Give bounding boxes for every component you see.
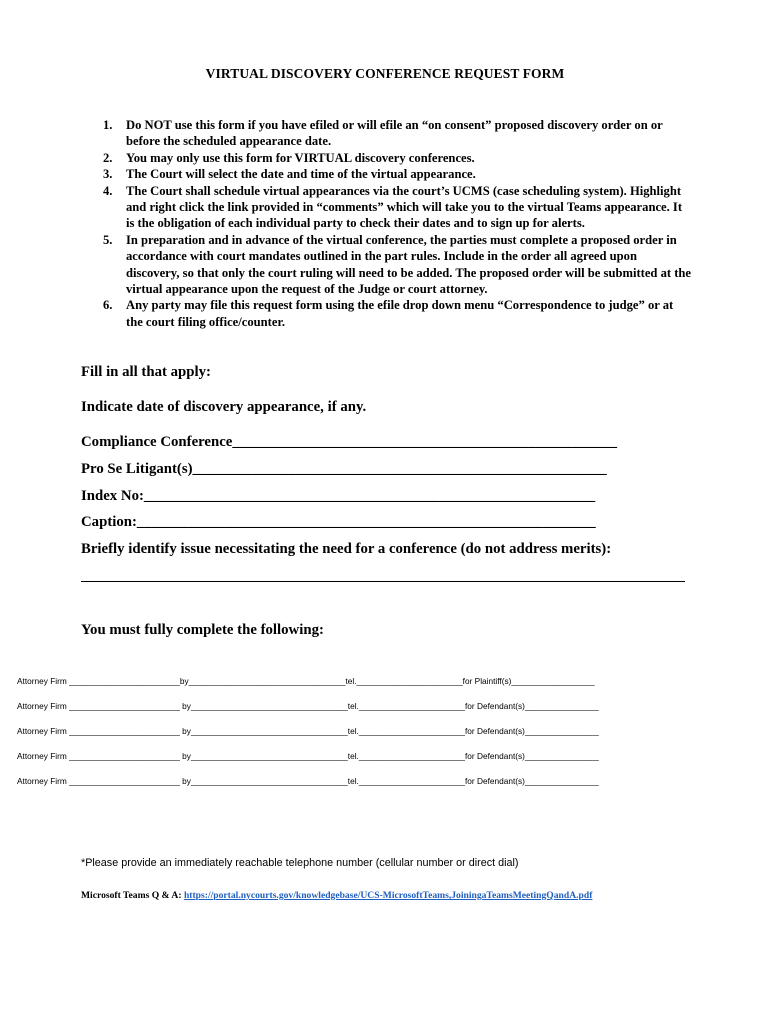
attorney-row-plaintiff[interactable]: Attorney Firm ________________________by__________________________________tel._______________________for Plaintiff(s)__________________ <box>17 676 595 686</box>
attorney-row-defendant[interactable]: Attorney Firm ________________________ by__________________________________tel._______________________for Defendant(s)________________ <box>17 726 599 736</box>
attorney-row-defendant[interactable]: Attorney Firm ________________________ by__________________________________tel._______________________for Defendant(s)________________ <box>17 701 599 711</box>
teams-qa-label: Microsoft Teams Q & A: <box>81 890 182 901</box>
instruction-item: 1. Do NOT use this form if you have efiled or will efile an “on consent” proposed discovery order on or before the scheduled appearance date. <box>103 118 663 149</box>
fill-in-heading: Fill in all that apply: <box>81 364 211 380</box>
date-heading: Indicate date of discovery appearance, if any. <box>81 399 367 415</box>
issue-label: Briefly identify issue necessitating the need for a conference (do not address merits): <box>81 541 612 557</box>
phone-note: *Please provide an immediately reachable telephone number (cellular number or direct dial) <box>81 857 519 869</box>
pro-se-litigant-field[interactable]: Pro Se Litigant(s)________________________________________________________ <box>81 461 607 477</box>
must-complete-heading: You must fully complete the following: <box>81 622 324 638</box>
index-no-field[interactable]: Index No:_____________________________________________________________ <box>81 488 596 504</box>
instruction-item: 5. In preparation and in advance of the virtual conference, the parties must complete a proposed order in accordance with court mandates outlined in the part rules. Include in the order all agreed upon discovery, so that only the court ruling will need to be added. The proposed order will be submitted at the virtual appearance upon the request of the Judge or court attorney. <box>103 232 691 297</box>
teams-qa-line <box>81 890 592 901</box>
issue-input-line[interactable] <box>81 581 685 582</box>
instructions-list <box>103 117 693 330</box>
instruction-item: 4. The Court shall schedule virtual appearances via the court’s UCMS (case scheduling system). Highlight and right click the link provided in “comments” which will take you to the virtual Teams appearance. It is the obligation of each individual party to check their dates and to sign up for alerts. <box>103 183 683 231</box>
instruction-item: 6. Any party may file this request form using the efile drop down menu “Correspondence to judge” or at the court filing office/counter. <box>103 298 674 329</box>
attorney-row-defendant[interactable]: Attorney Firm ________________________ by__________________________________tel._______________________for Defendant(s)________________ <box>17 751 599 761</box>
form-title: VIRTUAL DISCOVERY CONFERENCE REQUEST FORM <box>205 66 565 81</box>
caption-field[interactable]: Caption:______________________________________________________________ <box>81 514 596 530</box>
attorney-row-defendant[interactable]: Attorney Firm ________________________ by__________________________________tel._______________________for Defendant(s)________________ <box>17 776 599 786</box>
teams-qa-link[interactable]: https://portal.nycourts.gov/knowledgebase/UCS-MicrosoftTeams,JoiningaTeamsMeetingQandA.pdf <box>183 890 593 901</box>
compliance-conference-field[interactable]: Compliance Conference____________________________________________________ <box>81 434 618 450</box>
instruction-item: 2. You may only use this form for VIRTUAL discovery conferences. <box>103 150 475 165</box>
instruction-item: 3. The Court will select the date and time of the virtual appearance. <box>103 167 476 182</box>
